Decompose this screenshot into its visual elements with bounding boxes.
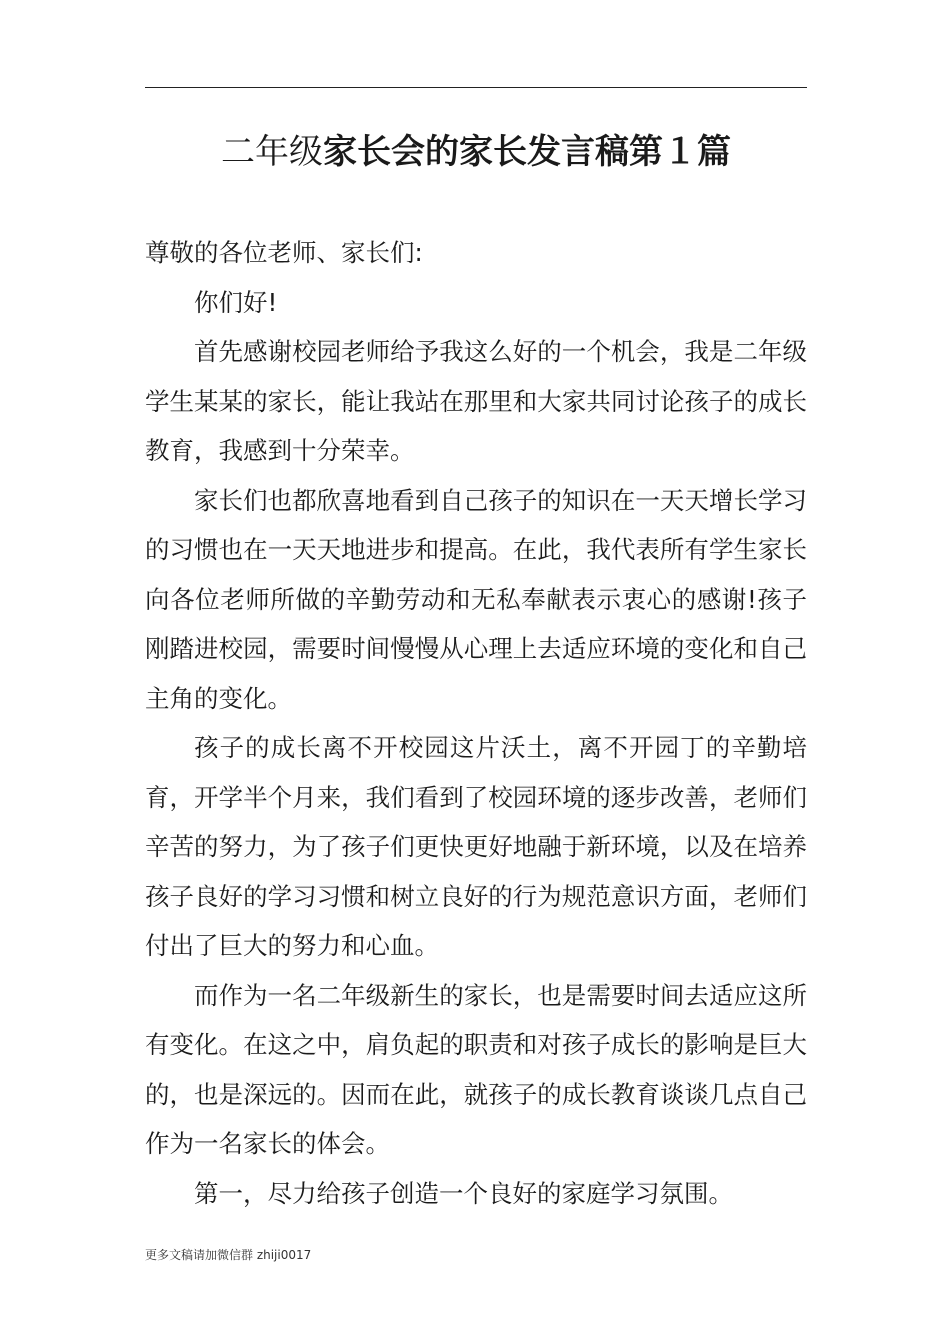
footer-note: 更多文稿请加微信群 zhiji0017 xyxy=(145,1248,312,1262)
paragraph: 孩子的成长离不开校园这片沃土，离不开园丁的辛勤培育，开学半个月来，我们看到了校园环境的逐步改善，老师们辛苦的努力，为了孩子们更快更好地融于新环境，以及在培养孩子良好的学习习惯和树立良好的行为规范意识方面，老师们付出了巨大的努力和心血。 xyxy=(145,733,807,960)
document-body xyxy=(145,228,807,1218)
paragraph: 首先感谢校园老师给予我这么好的一个机会，我是二年级学生某某的家长，能让我站在那里和大家共同讨论孩子的成长教育，我感到十分荣幸。 xyxy=(145,337,807,465)
header-rule xyxy=(145,87,807,88)
document-title-prefix: 二年级 xyxy=(221,132,323,172)
paragraph-greeting: 你们好! xyxy=(194,287,278,317)
document-title xyxy=(145,126,807,178)
document-title-main: 家长会的家长发言稿第１篇 xyxy=(323,132,731,172)
paragraph: 第一，尽力给孩子创造一个良好的家庭学习氛围。 xyxy=(194,1178,733,1208)
paragraph: 家长们也都欣喜地看到自己孩子的知识在一天天增长学习的习惯也在一天天地进步和提高。在此，我代表所有学生家长向各位老师所做的辛勤劳动和无私奉献表示衷心的感谢!孩子刚踏进校园，需要时间慢慢从心理上去适应环境的变化和自己主角的变化。 xyxy=(145,485,807,713)
paragraph: 而作为一名二年级新生的家长，也是需要时间去适应这所有变化。在这之中，肩负起的职责和对孩子成长的影响是巨大的，也是深远的。因而在此，就孩子的成长教育谈谈几点自己作为一名家长的体会。 xyxy=(145,980,807,1158)
salutation: 尊敬的各位老师、家长们: xyxy=(145,238,423,267)
